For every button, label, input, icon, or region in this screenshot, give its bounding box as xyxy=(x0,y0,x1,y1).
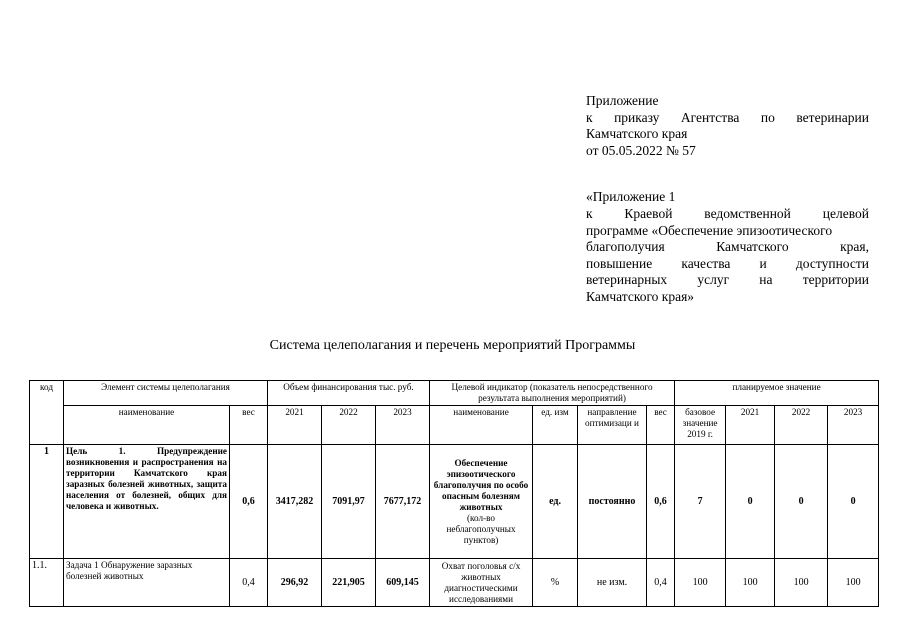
row-plan-2023: 0 xyxy=(828,445,879,559)
word: доступности xyxy=(795,255,869,271)
word: услуг xyxy=(697,272,730,288)
appendix-program-line: программе «Обеспечение эпизоотического xyxy=(586,222,833,238)
word: на xyxy=(759,272,773,288)
word: Агентства xyxy=(680,109,740,125)
header-name: наименование xyxy=(64,406,230,445)
program-table xyxy=(29,380,879,607)
word: повышение xyxy=(586,255,653,271)
row-direction: не изм. xyxy=(578,559,647,607)
word: целевой xyxy=(822,205,869,221)
word: и xyxy=(759,255,767,271)
appendix-program-line xyxy=(586,239,869,256)
header-plan-2023: 2023 xyxy=(828,406,879,445)
appendix-program-line xyxy=(586,272,869,289)
header-base-value: базовое значение 2019 г. xyxy=(675,406,726,445)
word: ветеринарных xyxy=(586,272,668,288)
word: Камчатского xyxy=(716,239,789,255)
row-unit: % xyxy=(533,559,578,607)
header-row-2 xyxy=(30,406,879,445)
row-weight: 0,6 xyxy=(230,445,268,559)
appendix-program-line: «Приложение 1 xyxy=(586,189,676,205)
row-fin-2021: 3417,282 xyxy=(268,445,322,559)
table-row xyxy=(30,445,879,559)
word: территории xyxy=(802,272,869,288)
header-indicator-weight: вес xyxy=(647,406,675,445)
appendix-program-line: Камчатского края» xyxy=(586,288,695,304)
word: к xyxy=(586,205,593,221)
appendix-order-line: Камчатского края xyxy=(586,126,688,142)
header-indicator: Целевой индикатор (показатель непосредственного результата выполнения мероприятий) xyxy=(430,381,675,406)
header-2021: 2021 xyxy=(268,406,322,445)
appendix-program-line xyxy=(586,256,869,273)
row-plan-2021: 100 xyxy=(726,559,775,607)
header-2023: 2023 xyxy=(376,406,430,445)
row-indicator-weight: 0,6 xyxy=(647,445,675,559)
word: благополучия xyxy=(586,239,665,255)
header-element: Элемент системы целеполагания xyxy=(64,381,268,406)
indicator-name-bold: Обеспечение эпизоотического благополучия по особо опасным болезням животных xyxy=(433,457,529,512)
row-name: Задача 1 Обнаружение заразных болезней животных xyxy=(64,559,230,607)
header-financing: Объем финансирования тыс. руб. xyxy=(268,381,430,406)
indicator-name-note: (кол-во неблагополучных пунктов) xyxy=(446,512,516,545)
header-weight: вес xyxy=(230,406,268,445)
header-plan-2022: 2022 xyxy=(775,406,828,445)
row-plan-2022: 100 xyxy=(775,559,828,607)
row-fin-2022: 7091,97 xyxy=(322,445,376,559)
row-indicator-weight: 0,4 xyxy=(647,559,675,607)
word: качества xyxy=(681,255,731,271)
row-unit: ед. xyxy=(533,445,578,559)
appendix-program-line xyxy=(586,206,869,223)
row-fin-2023: 7677,172 xyxy=(376,445,430,559)
row-base-value: 100 xyxy=(675,559,726,607)
header-row-1 xyxy=(30,381,879,406)
row-fin-2023: 609,145 xyxy=(376,559,430,607)
word: приказу xyxy=(614,109,660,125)
header-code: код xyxy=(30,381,64,445)
row-code: 1 xyxy=(30,445,64,559)
row-fin-2021: 296,92 xyxy=(268,559,322,607)
row-weight: 0,4 xyxy=(230,559,268,607)
document-title: Система целеполагания и перечень мероприятий Программы xyxy=(269,338,636,353)
header-2022: 2022 xyxy=(322,406,376,445)
table-row xyxy=(30,559,879,607)
row-plan-2023: 100 xyxy=(828,559,879,607)
word: к xyxy=(586,109,593,125)
word: по xyxy=(760,109,775,125)
row-code: 1.1. xyxy=(30,559,64,607)
row-plan-2021: 0 xyxy=(726,445,775,559)
appendix-order-date: от 05.05.2022 № 57 xyxy=(586,142,696,158)
appendix-order-line: Приложение xyxy=(586,93,659,108)
row-plan-2022: 0 xyxy=(775,445,828,559)
word: ветеринарии xyxy=(796,109,869,125)
header-indicator-name: наименование xyxy=(430,406,533,445)
row-direction: постоянно xyxy=(578,445,647,559)
appendix-order-block xyxy=(586,93,869,306)
row-indicator-name xyxy=(430,445,533,559)
row-fin-2022: 221,905 xyxy=(322,559,376,607)
word: края, xyxy=(840,239,869,255)
header-planned: планируемое значение xyxy=(675,381,879,406)
appendix-order-line xyxy=(586,110,869,127)
row-indicator-name: Охват поголовья с/х животных диагностическими исследованиями xyxy=(430,559,533,607)
row-name: Цель 1. Предупреждение возникновения и распространения на территории Камчатского края заразных болезней животных, защита населения от болезней, общих для человека и животных. xyxy=(64,445,230,559)
header-direction: направление оптимизаци и xyxy=(578,406,647,445)
word: ведомственной xyxy=(704,205,791,221)
header-plan-2021: 2021 xyxy=(726,406,775,445)
header-unit: ед. изм xyxy=(533,406,578,445)
row-base-value: 7 xyxy=(675,445,726,559)
word: Краевой xyxy=(624,205,673,221)
